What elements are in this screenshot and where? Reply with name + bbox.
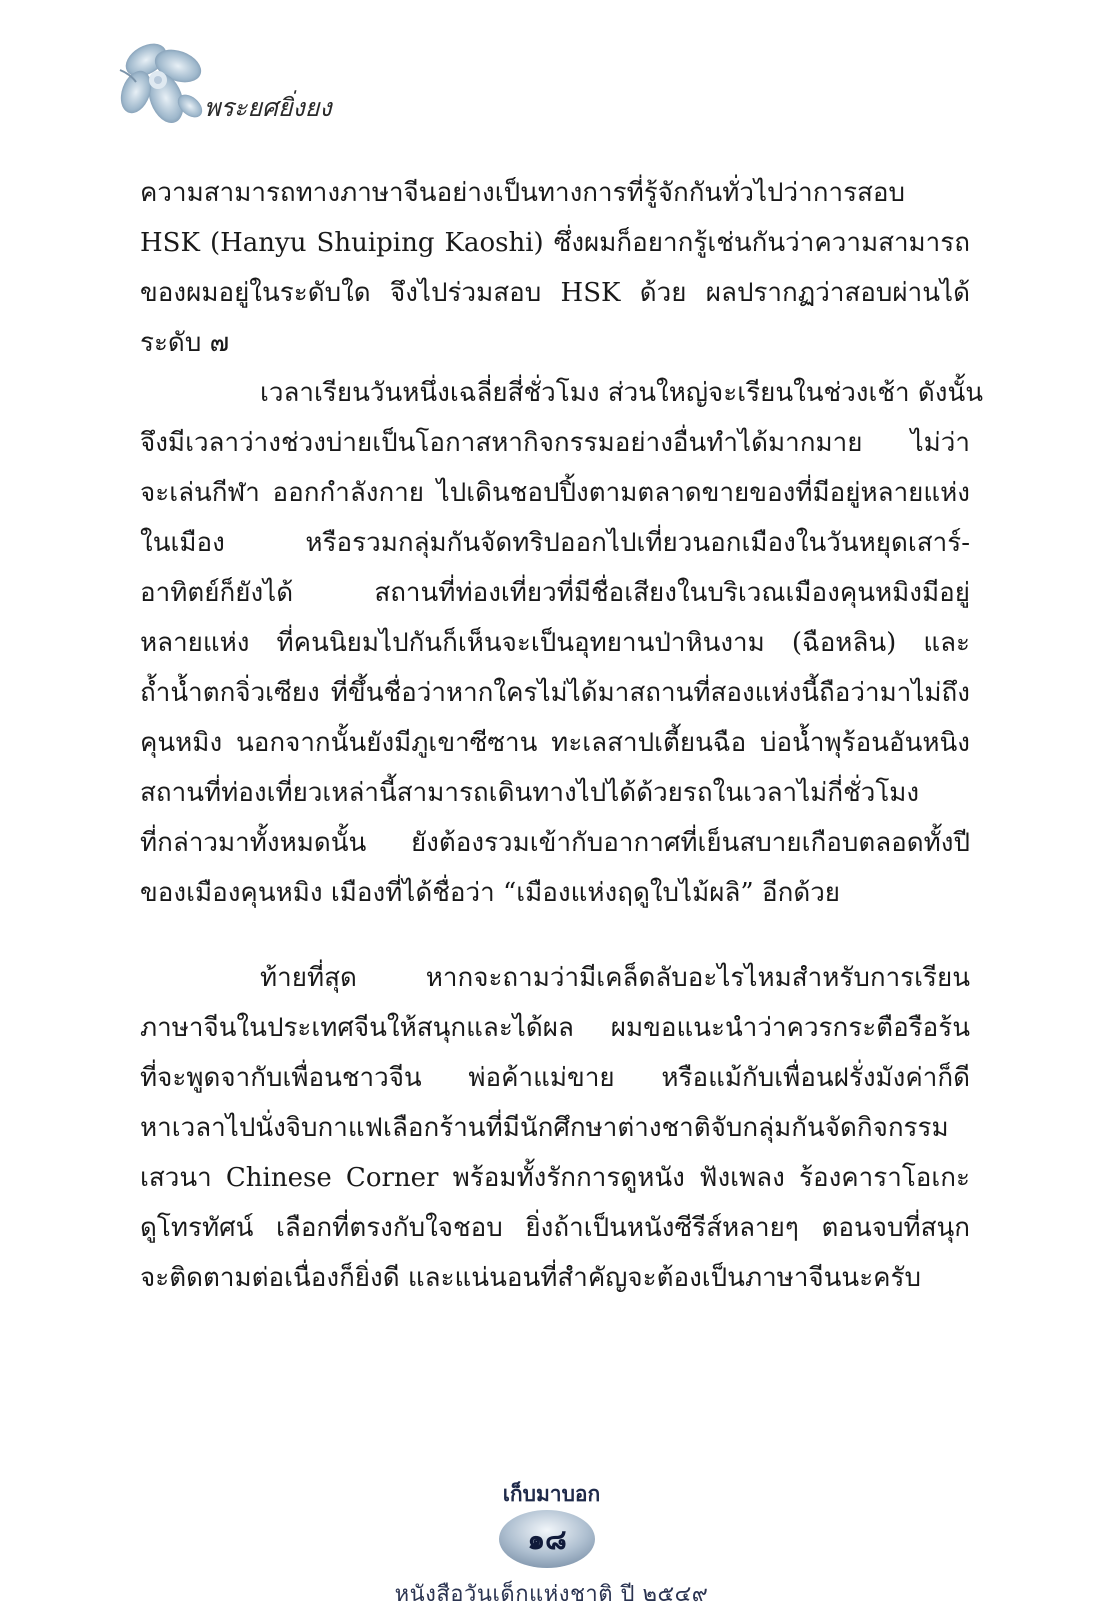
text-line: ดูโทรทัศน์ เลือกที่ตรงกับใจชอบ ยิ่งถ้าเป็นหนังซีรีส์หลายๆ ตอนจบที่สนุก xyxy=(140,1213,970,1243)
page-footer xyxy=(0,1478,1103,1614)
text-line: คุนหมิง นอกจากนั้นยังมีภูเขาซีซาน ทะเลสาปเตี้ยนฉือ บ่อน้ำพุร้อนอันหนิง xyxy=(140,728,970,758)
text-line: ระดับ ๗ xyxy=(140,328,230,358)
text-line: ภาษาจีนในประเทศจีนให้สนุกและได้ผล ผมขอแนะนำว่าควรกระตือรือร้น xyxy=(140,1013,970,1043)
text-line: จะเล่นกีฬา ออกกำลังกาย ไปเดินชอปปิ้งตามตลาดขายของที่มีอยู่หลายแห่ง xyxy=(140,478,970,508)
page-header xyxy=(106,30,406,140)
text-line: จะติดตามต่อเนื่องก็ยิ่งดี และแน่นอนที่สำคัญจะต้องเป็นภาษาจีนนะครับ xyxy=(140,1263,922,1293)
text-line: อาทิตย์ก็ยังได้ สถานที่ท่องเที่ยวที่มีชื่อเสียงในบริเวณเมืองคุนหมิงมีอยู่ xyxy=(140,578,970,608)
flower-icon xyxy=(106,30,216,140)
text-line: ถ้ำน้ำตกจิ่วเซียง ที่ขึ้นชื่อว่าหากใครไม่ได้มาสถานที่สองแห่งนี้ถือว่ามาไม่ถึง xyxy=(140,678,970,708)
text-line: ความสามารถทางภาษาจีนอย่างเป็นทางการที่รู้จักกันทั่วไปว่าการสอบ xyxy=(140,178,906,208)
text-line: ที่จะพูดจากับเพื่อนชาวจีน พ่อค้าแม่ขาย หรือแม้กับเพื่อนฝรั่งมังค่าก็ดี xyxy=(140,1063,970,1093)
text-line: ที่กล่าวมาทั้งหมดนั้น ยังต้องรวมเข้ากับอากาศที่เย็นสบายเกือบตลอดทั้งปี xyxy=(140,828,970,858)
footer-caption: หนังสือวันเด็กแห่งชาติ ปี ๒๕๔๙ xyxy=(394,1582,709,1607)
text-line: ของเมืองคุนหมิง เมืองที่ได้ชื่อว่า “เมืองแห่งฤดูใบไม้ผลิ” อีกด้วย xyxy=(140,878,841,908)
text-line: เวลาเรียนวันหนึ่งเฉลี่ยสี่ชั่วโมง ส่วนใหญ่จะเรียนในช่วงเช้า ดังนั้น xyxy=(260,378,984,408)
footer-label: เก็บมาบอก xyxy=(502,1482,601,1506)
text-line: หาเวลาไปนั่งจิบกาแฟเลือกร้านที่มีนักศึกษาต่างชาติจับกลุ่มกันจัดกิจกรรม xyxy=(140,1113,949,1143)
text-line: สถานที่ท่องเที่ยวเหล่านี้สามารถเดินทางไปได้ด้วยรถในเวลาไม่กี่ชั่วโมง xyxy=(140,778,920,808)
paragraph-gap xyxy=(140,918,970,953)
text-line: เสวนา Chinese Corner พร้อมทั้งรักการดูหนัง ฟังเพลง ร้องคาราโอเกะ xyxy=(140,1163,970,1193)
text-line: ของผมอยู่ในระดับใด จึงไปร่วมสอบ HSK ด้วย ผลปรากฏว่าสอบผ่านได้ xyxy=(140,278,970,308)
text-line: หลายแห่ง ที่คนนิยมไปกันก็เห็นจะเป็นอุทยานป่าหินงาม (ฉือหลิน) และ xyxy=(140,628,970,658)
page-number: ๑๘ xyxy=(527,1523,567,1556)
header-title: พระยศยิ่งยง xyxy=(204,93,332,122)
text-line: ในเมือง หรือรวมกลุ่มกันจัดทริปออกไปเที่ยวนอกเมืองในวันหยุดเสาร์- xyxy=(140,528,970,558)
text-line: จึงมีเวลาว่างช่วงบ่ายเป็นโอกาสหากิจกรรมอย่างอื่นทำได้มากมาย ไม่ว่า xyxy=(140,428,970,458)
text-line: ท้ายที่สุด หากจะถามว่ามีเคล็ดลับอะไรไหมสำหรับการเรียน xyxy=(260,963,970,993)
body-text xyxy=(140,168,984,1303)
text-line: HSK (Hanyu Shuiping Kaoshi) ซึ่งผมก็อยากรู้เช่นกันว่าความสามารถ xyxy=(140,228,970,258)
